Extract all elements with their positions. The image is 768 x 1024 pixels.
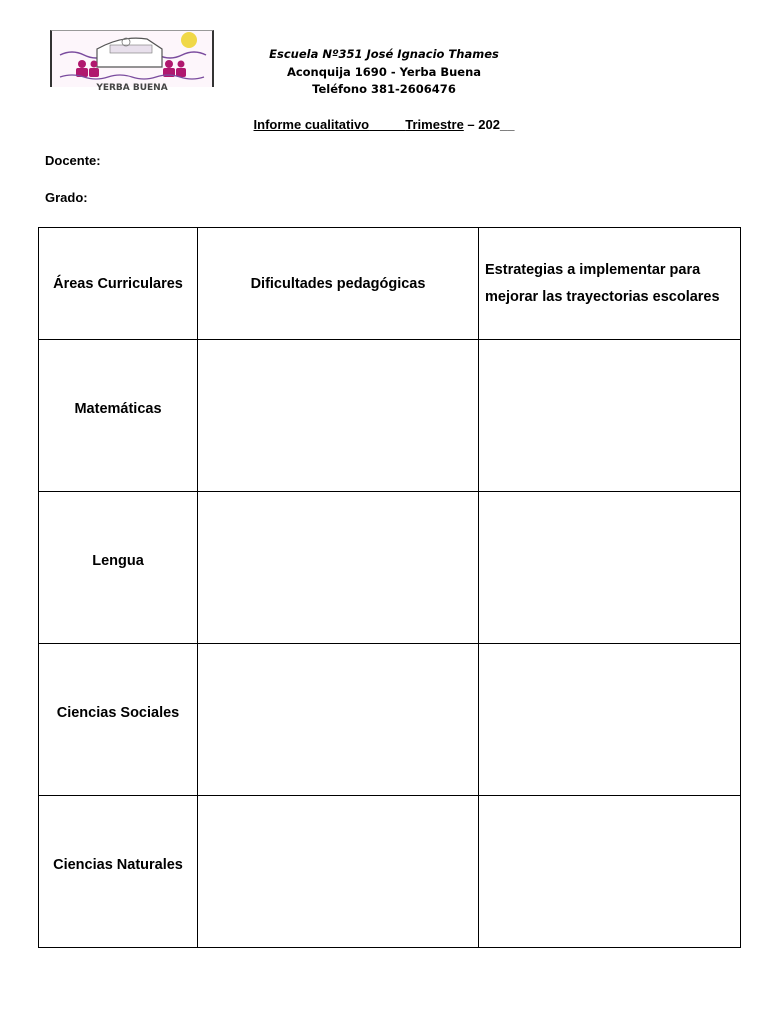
report-title-trimester: Trimestre — [405, 117, 464, 132]
difficulties-cell[interactable] — [198, 492, 479, 644]
table-row — [39, 796, 741, 948]
header-difficulties: Dificultades pedagógicas — [198, 228, 479, 340]
logo-caption: YERBA BUENA — [96, 83, 168, 93]
school-phone: Teléfono 381-2606476 — [312, 82, 456, 96]
table-row — [39, 340, 741, 492]
school-address: Aconquija 1690 - Yerba Buena — [286, 64, 482, 79]
teacher-label: Docente: — [45, 153, 101, 168]
difficulties-cell[interactable] — [198, 340, 479, 492]
area-name-ciencias-sociales: Ciencias Sociales — [39, 644, 198, 796]
school-header — [224, 46, 544, 99]
strategies-cell[interactable] — [479, 796, 741, 948]
area-name-ciencias-naturales: Ciencias Naturales — [39, 796, 198, 948]
strategies-cell[interactable] — [479, 644, 741, 796]
curricular-areas-table — [38, 227, 741, 948]
area-name-matematicas: Matemáticas — [39, 340, 198, 492]
grade-label: Grado: — [45, 190, 88, 205]
report-title-dash: – — [463, 117, 479, 132]
header-areas: Áreas Curriculares — [39, 228, 198, 340]
difficulties-cell[interactable] — [198, 796, 479, 948]
school-logo — [50, 30, 214, 93]
header-strategies — [479, 228, 741, 340]
table-row — [39, 492, 741, 644]
report-title-year: 202 — [478, 117, 500, 132]
report-title-main: Informe cualitativo — [253, 117, 370, 132]
report-title — [0, 117, 768, 132]
school-name: Escuela Nº351 José Ignacio Thames — [269, 47, 499, 61]
strategies-cell[interactable] — [479, 492, 741, 644]
report-title-blank: _____ — [369, 117, 406, 132]
area-name-lengua: Lengua — [39, 492, 198, 644]
table-row — [39, 644, 741, 796]
difficulties-cell[interactable] — [198, 644, 479, 796]
report-title-year-blank: __ — [499, 117, 515, 132]
table-header-row — [39, 228, 741, 340]
header-strategies-line1: Estrategias a implementar para — [485, 261, 701, 278]
strategies-cell[interactable] — [479, 340, 741, 492]
header-strategies-line2: mejorar las trayectorias escolares — [485, 288, 720, 305]
school-logo-graphic — [52, 31, 212, 93]
sun-icon — [181, 32, 197, 48]
